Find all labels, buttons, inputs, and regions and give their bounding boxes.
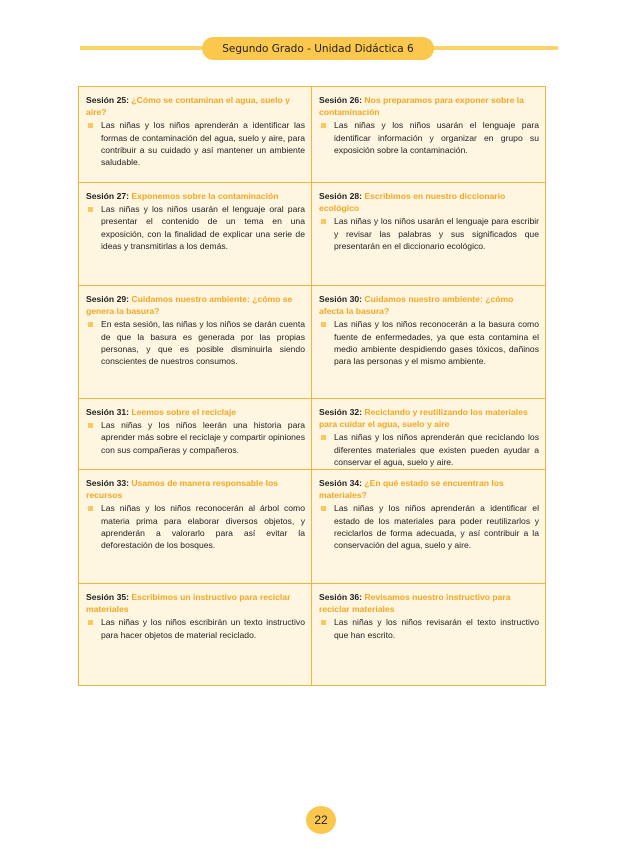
session-bullet — [86, 119, 305, 168]
session-cell — [79, 87, 312, 183]
session-heading — [319, 293, 539, 317]
session-title: Leemos sobre el reciclaje — [131, 407, 237, 417]
session-label: Sesión 33: — [86, 478, 129, 488]
session-heading — [86, 94, 305, 118]
session-heading — [86, 591, 305, 615]
session-label: Sesión 25: — [86, 95, 129, 105]
sessions-table — [78, 86, 546, 686]
session-heading — [319, 190, 539, 214]
session-cell — [79, 183, 312, 286]
session-bullet — [319, 616, 539, 640]
session-cell — [312, 183, 545, 286]
session-title: Escribimos un instructivo para reciclar materiales — [86, 592, 291, 615]
bullet-square-icon — [321, 219, 326, 224]
session-title: ¿En qué estado se encuentran los materiales? — [319, 478, 504, 501]
session-title: Reciclando y reutilizando los materiales para cuidar el agua, suelo y aire — [319, 407, 528, 430]
session-description: Las niñas y los niños escribirán un texto instructivo para hacer objetos de material reciclado. — [101, 617, 305, 640]
session-title: Revisamos nuestro instructivo para reciclar materiales — [319, 592, 511, 615]
session-description: Las niñas y los niños revisarán el texto instructivo que han escrito. — [334, 617, 539, 640]
bullet-square-icon — [88, 620, 93, 625]
session-label: Sesión 32: — [319, 407, 362, 417]
session-description: En esta sesión, las niñas y los niños se darán cuenta de que la basura es generada por las propias personas, y que es posible disminuirla siendo conscientes de nuestros consumos. — [101, 319, 305, 367]
session-heading — [319, 591, 539, 615]
session-label: Sesión 26: — [319, 95, 362, 105]
bullet-square-icon — [88, 423, 93, 428]
session-bullet — [319, 502, 539, 551]
session-bullet — [86, 616, 305, 640]
session-bullet — [319, 431, 539, 468]
bullet-square-icon — [321, 506, 326, 511]
session-title: Cuidamos nuestro ambiente: ¿cómo se genera la basura? — [86, 294, 293, 317]
session-title: Nos preparamos para exponer sobre la contaminación — [319, 95, 524, 118]
session-label: Sesión 27: — [86, 191, 129, 201]
session-description: Las niñas y los niños reconocerán al árbol como materia prima para elaborar diversos objetos, y aprenderán a valorarlo para así evitar la deforestación de los bosques. — [101, 503, 305, 551]
bullet-square-icon — [88, 123, 93, 128]
session-cell — [79, 399, 312, 470]
session-cell — [312, 286, 545, 399]
session-cell — [312, 87, 545, 183]
session-cell — [79, 584, 312, 685]
page-number-badge — [306, 806, 336, 834]
session-description: Las niñas y los niños reconocerán a la basura como fuente de enfermedades, ya que esta contamina el medio ambiente despidiendo gases tóxicos, dañinos para las personas y el mismo ambiente. — [334, 319, 539, 367]
session-cell — [312, 584, 545, 685]
session-bullet — [319, 215, 539, 252]
session-heading — [86, 190, 305, 202]
session-description: Las niñas y los niños usarán el lenguaje oral para presentar el contenido de un tema en una exposición, con la finalidad de explicar una serie de ideas y transmitirlas a los demás. — [101, 204, 305, 251]
session-description: Las niñas y los niños leerán una historia para aprender más sobre el reciclaje y compartir opiniones con sus compañeras y compañeros. — [101, 420, 305, 455]
session-bullet — [319, 119, 539, 156]
session-heading — [86, 477, 305, 501]
session-heading — [86, 293, 305, 317]
bullet-square-icon — [321, 123, 326, 128]
bullet-square-icon — [88, 322, 93, 327]
session-label: Sesión 34: — [319, 478, 362, 488]
session-description: Las niñas y los niños usarán el lenguaje para identificar información y organizar en grupo su exposición sobre la contaminación. — [334, 120, 539, 155]
session-title: ¿Cómo se contaminan el agua, suelo y aire? — [86, 95, 290, 118]
session-heading — [319, 94, 539, 118]
session-heading — [319, 477, 539, 501]
bullet-square-icon — [321, 620, 326, 625]
header-banner — [202, 37, 434, 60]
session-cell — [312, 470, 545, 584]
session-description: Las niñas y los niños aprenderán a identificar el estado de los materiales para poder reutilizarlos y reciclarlos de forma adecuada, y así contribuir a la conservación del agua, suelo y aire. — [334, 503, 539, 551]
bullet-square-icon — [321, 435, 326, 440]
header-title: Segundo Grado - Unidad Didáctica 6 — [222, 42, 414, 55]
session-bullet — [86, 419, 305, 456]
bullet-square-icon — [321, 322, 326, 327]
session-cell — [79, 286, 312, 399]
session-label: Sesión 31: — [86, 407, 129, 417]
session-label: Sesión 28: — [319, 191, 362, 201]
session-title: Usamos de manera responsable los recursos — [86, 478, 279, 501]
session-bullet — [319, 318, 539, 367]
session-cell — [79, 470, 312, 584]
session-description: Las niñas y los niños aprenderán a identificar las formas de contaminación del agua, suelo y aire, para contribuir a su cuidado y así mantener un ambiente saludable. — [101, 120, 305, 168]
page-number: 22 — [314, 813, 328, 827]
session-bullet — [86, 318, 305, 367]
bullet-square-icon — [88, 207, 93, 212]
session-label: Sesión 29: — [86, 294, 129, 304]
session-label: Sesión 30: — [319, 294, 362, 304]
session-label: Sesión 35: — [86, 592, 129, 602]
session-bullet — [86, 203, 305, 252]
bullet-square-icon — [88, 506, 93, 511]
session-heading — [319, 406, 539, 430]
session-title: Escribimos en nuestro diccionario ecológico — [319, 191, 506, 214]
session-cell — [312, 399, 545, 470]
session-title: Exponemos sobre la contaminación — [131, 191, 279, 201]
session-description: Las niñas y los niños aprenderán que reciclando los diferentes materiales que existen pueden ayudar a conservar el agua, suelo y aire. — [334, 432, 539, 467]
session-description: Las niñas y los niños usarán el lenguaje para escribir y revisar las palabras y sus significados que presentarán en el diccionario ecológico. — [334, 216, 539, 251]
session-heading — [86, 406, 305, 418]
session-title: Cuidamos nuestro ambiente: ¿cómo afecta la basura? — [319, 294, 514, 317]
session-label: Sesión 36: — [319, 592, 362, 602]
session-bullet — [86, 502, 305, 551]
